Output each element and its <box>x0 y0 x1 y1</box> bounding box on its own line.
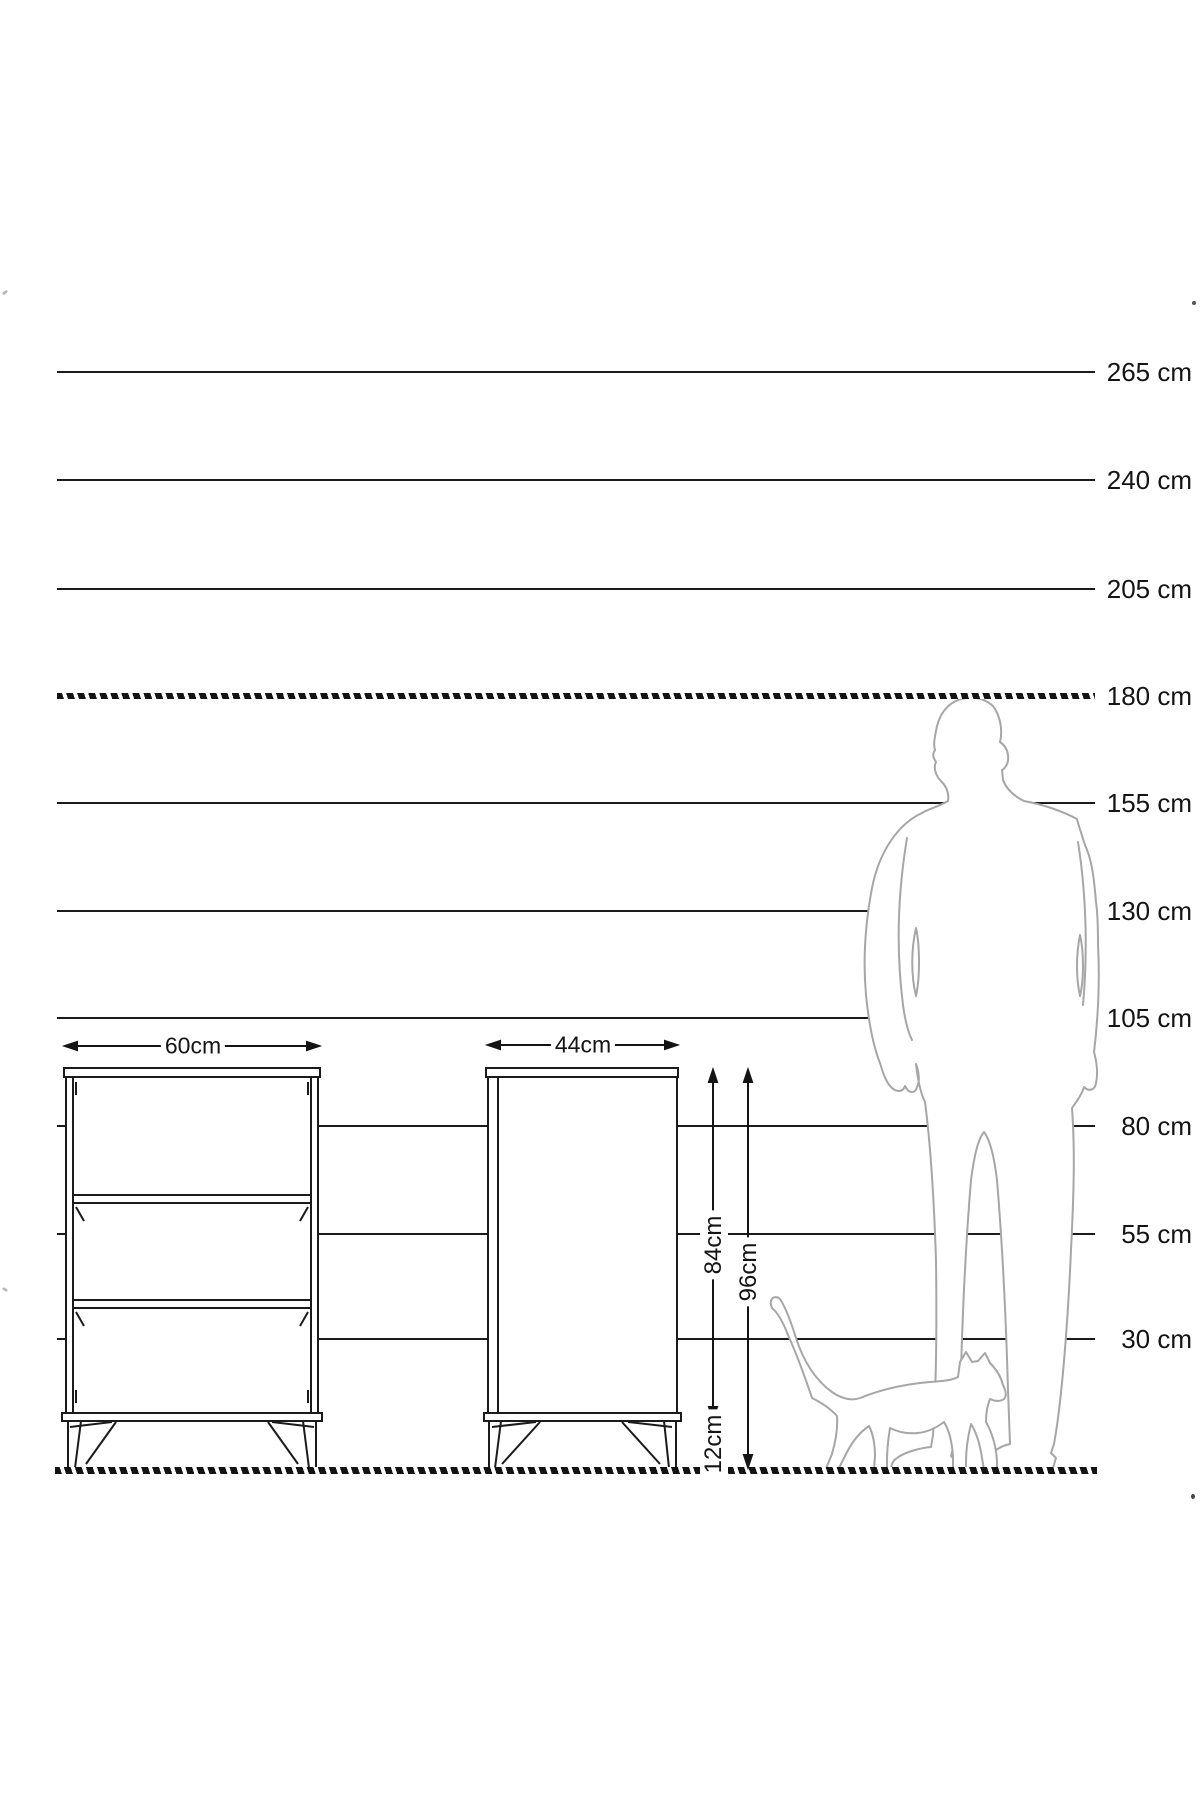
side-width-label: 44cm <box>551 1032 615 1059</box>
leg-height-label: 12cm <box>700 1410 728 1479</box>
body-height-label: 84cm <box>700 1211 728 1280</box>
speck-top-right <box>1192 301 1196 305</box>
scale-label-205: 205 cm <box>1106 574 1192 604</box>
scale-label-180: 180 cm <box>1106 681 1192 711</box>
total-height-label: 96cm <box>735 1238 763 1307</box>
scale-label-240: 240 cm <box>1106 465 1192 495</box>
scale-label-80: 80 cm <box>1121 1111 1192 1141</box>
scale-label-130: 130 cm <box>1106 896 1192 926</box>
scale-label-265: 265 cm <box>1106 357 1192 387</box>
front-width-label: 60cm <box>161 1033 225 1060</box>
speck-bottom-right <box>1191 1494 1195 1499</box>
scale-label-105: 105 cm <box>1106 1003 1192 1033</box>
scale-label-55: 55 cm <box>1121 1219 1192 1249</box>
scale-label-30: 30 cm <box>1121 1324 1192 1354</box>
scale-label-155: 155 cm <box>1106 788 1192 818</box>
